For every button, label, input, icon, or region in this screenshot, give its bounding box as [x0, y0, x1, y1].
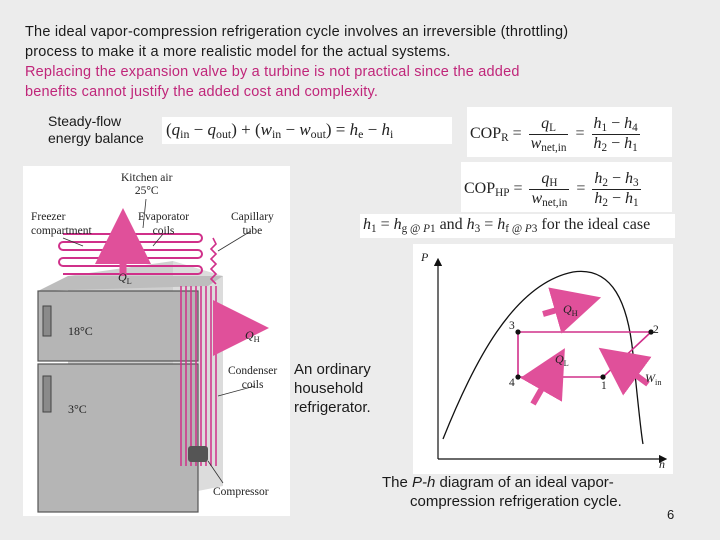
fridge-caption: An ordinary household refrigerator. [294, 361, 371, 416]
point-2-label: 2 [653, 324, 659, 336]
slide-number: 6 [667, 507, 675, 522]
enthalpy-relation: $h_1 = h_{g @ P1}$ and $h_3 = h_{f @ P3}$ for the ideal case [360, 214, 675, 238]
fridge-qh-label: $Q_H$ [245, 328, 260, 344]
energy-balance-label: Steady-flow energy balance [48, 113, 144, 146]
intro-line-1: The ideal vapor-compression refrigeration cycle involves an irreversible (throttling) [25, 24, 569, 40]
compressor-label: Compressor [213, 486, 269, 498]
h-axis-label: h [659, 457, 665, 471]
intro-line-3: Replacing the expansion valve by a turbine is not practical since the added [25, 64, 520, 80]
ph-caption-line-2: compression refrigeration cycle. [410, 493, 622, 510]
intro-line-2: process to make it a more realistic model for the actual systems. [25, 44, 451, 60]
ph-caption [382, 473, 622, 511]
condenser-label: Condenser coils [228, 365, 278, 391]
freezer-handle [43, 306, 51, 336]
fridge-handle [43, 376, 51, 412]
ph-ql-label: $Q_L$ [555, 352, 569, 368]
ph-win-arrow [618, 362, 648, 384]
ph-caption-line-1: The P-h diagram of an ideal vapor- [382, 474, 614, 491]
freezer-label: Freezer compartment [31, 211, 92, 237]
ph-diagram-drawing [413, 244, 673, 474]
fridge-ql-label: $Q_L$ [118, 270, 132, 286]
fridge-door [38, 364, 198, 512]
cop-hp-equation: $COP_{HP}$ = $\frac{q_H}{w_{net,in}}$ = $\frac{h_2 - h_3}{h_2 - h_1}$ [461, 162, 672, 212]
point-4-label: 4 [509, 377, 515, 389]
ph-qh-label: $Q_H$ [563, 302, 578, 318]
refrigerator-figure [23, 166, 290, 516]
evaporator-label: Evaporator coils [138, 211, 190, 237]
freezer-temp: 18°C [68, 324, 93, 338]
energy-balance-equation: $(q_{in} - q_{out}) + (w_{in} - w_{out}) = h_e - h_i$ [162, 117, 452, 144]
ph-ql-arrow [533, 369, 553, 404]
compressor [188, 446, 208, 462]
cop-r-equation: $COP_R$ = $\frac{q_L}{w_{net,in}}$ = $\frac{h_1 - h_4}{h_2 - h_1}$ [467, 107, 672, 157]
saturation-dome [443, 271, 643, 444]
intro-text [25, 22, 685, 102]
p-axis-label: P [421, 250, 429, 264]
capillary-label: Capillary tube [231, 211, 274, 237]
freezer-door [38, 291, 198, 361]
point-3-label: 3 [509, 320, 515, 332]
point-1-label: 1 [601, 380, 607, 392]
fridge-temp: 3°C [68, 402, 87, 416]
ph-diagram [413, 244, 673, 474]
ph-win-label: $W_{in}$ [645, 371, 662, 387]
intro-line-4: benefits cannot justify the added cost and complexity. [25, 84, 379, 100]
kitchen-air-label: Kitchen air 25°C [121, 172, 173, 197]
